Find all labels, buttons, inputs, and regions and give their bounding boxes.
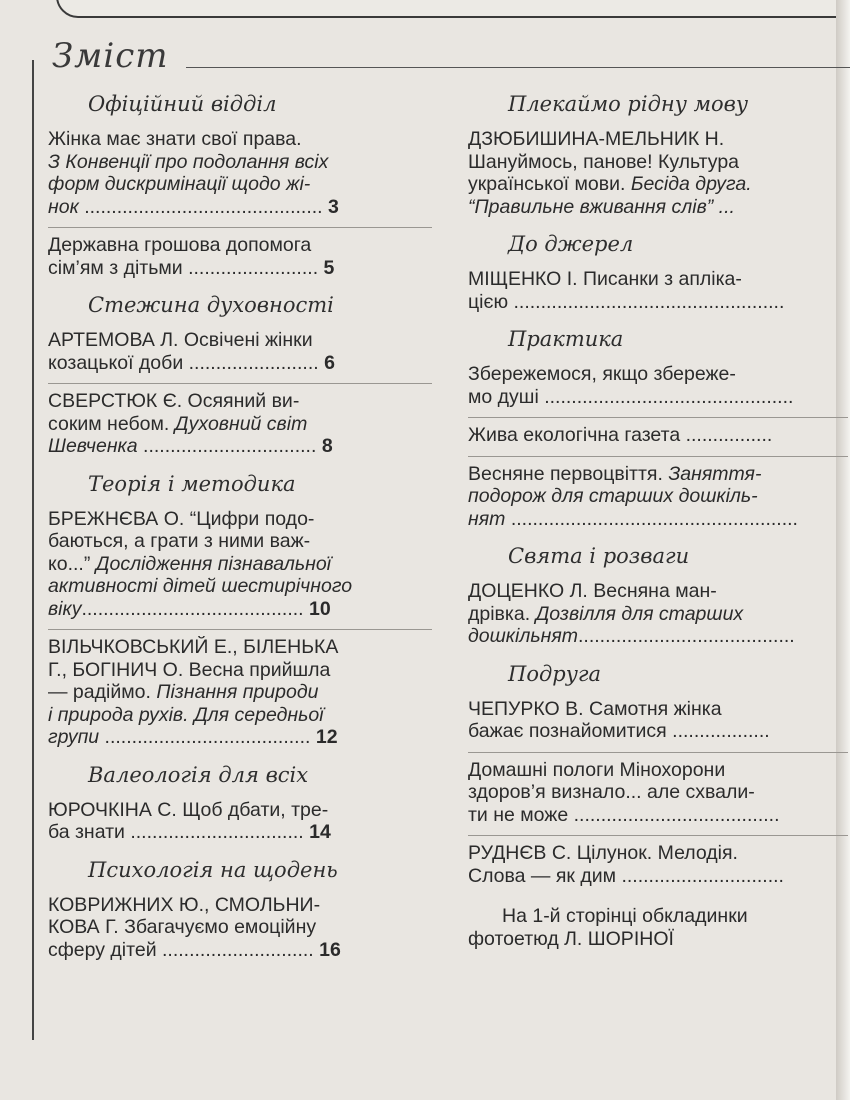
entry-text: АРТЕМОВА Л. Освічені жінки: [48, 329, 313, 351]
entry-line: [468, 508, 848, 531]
entry-text: ко...”: [48, 552, 96, 575]
page-number: 16: [319, 938, 341, 961]
entry-line: [468, 463, 848, 486]
toc-entry[interactable]: [468, 128, 848, 218]
page-number: 3: [328, 195, 339, 218]
entry-text: баються, а грати з ними важ-: [48, 530, 311, 552]
title-rule: [186, 67, 850, 68]
entry-text: ДОЦЕНКО Л. Весняна ман-: [468, 580, 717, 602]
entry-text: і природа рухів. Для середньої: [48, 703, 324, 726]
entry-text: форм дискримінації щодо жі-: [48, 173, 311, 195]
entry-line: [468, 842, 848, 865]
entry-line: [48, 939, 432, 962]
entry-text: .....................................................: [505, 507, 798, 530]
entry-text: ВІЛЬЧКОВСЬКИЙ Е., БІЛЕНЬКА: [48, 636, 339, 658]
section-heading: Подруга: [508, 661, 602, 686]
toc-section: [48, 293, 432, 458]
entry-line: [48, 894, 432, 917]
entry-text: Шевченка: [48, 435, 138, 457]
entry-text: ЧЕПУРКО В. Самотня жінка: [468, 697, 722, 720]
page-number: 6: [324, 351, 335, 374]
entry-text: подорож для старших дошкіль-: [468, 485, 758, 507]
entry-line: [48, 659, 432, 682]
toc-section: [48, 858, 432, 962]
entry-line: [468, 698, 848, 721]
entry-line: [468, 363, 848, 386]
entry-line: [48, 329, 432, 352]
entry-text: Слова — як дим ..............................: [468, 864, 784, 887]
entry-line: [468, 625, 848, 648]
entry-line: [48, 799, 432, 822]
entry-line: [48, 821, 432, 844]
entry-line: [48, 553, 432, 576]
entry-text: ......................................: [99, 726, 316, 748]
toc-entry[interactable]: [48, 799, 432, 844]
entry-text: Жінка має знати свої права.: [48, 128, 302, 150]
entry-line: [48, 636, 432, 659]
section-heading: Плекаймо рідну мову: [508, 92, 749, 116]
entry-line: [48, 598, 432, 621]
entry-text: сферу дітей ............................: [48, 938, 320, 961]
entry-line: [48, 390, 432, 413]
entry-text: групи: [48, 726, 100, 748]
entry-text: ба знати ................................: [48, 821, 310, 843]
entry-text: Дослідження пізнавальної: [95, 552, 331, 575]
entry-line: [468, 386, 848, 409]
entry-line: [48, 196, 432, 219]
entry-separator: [468, 456, 848, 457]
entry-line: [468, 804, 848, 827]
entry-text: дошкільнят: [468, 625, 578, 647]
entry-text: СВЕРСТЮК Є. Осяяний ви-: [48, 390, 300, 412]
entry-text: БРЕЖНЄВА О. “Цифри подо-: [48, 507, 315, 530]
toc-section: [468, 327, 848, 530]
entry-line: [468, 485, 848, 508]
toc-entry[interactable]: [468, 698, 848, 743]
entry-line: [468, 128, 848, 151]
entry-text: бажає познайомитися ..................: [468, 720, 770, 742]
entry-text: .........................................: [81, 597, 310, 620]
entry-text: Духовний світ: [174, 412, 308, 435]
entry-text: З Конвенції про подолання всіх: [48, 150, 329, 173]
entry-text: Жива екологічна газета ................: [468, 424, 773, 446]
entry-line: [468, 151, 848, 174]
entry-text: активності дітей шестирічного: [48, 575, 353, 597]
entry-text: РУДНЄВ С. Цілунок. Мелодія.: [468, 842, 738, 864]
cover-note-line: фотоетюд Л. ШОРІНОЇ: [468, 928, 674, 950]
entry-line: [468, 759, 848, 782]
section-heading: Офіційний відділ: [88, 92, 277, 116]
entry-line: [468, 173, 848, 196]
entry-line: [468, 268, 848, 291]
entry-text: української мови.: [468, 173, 631, 195]
entry-line: [48, 575, 432, 598]
toc-section: [468, 544, 848, 648]
toc-entry[interactable]: [468, 463, 848, 531]
entry-line: [48, 726, 432, 749]
toc-entry[interactable]: [48, 894, 432, 962]
toc-entry[interactable]: [48, 234, 432, 279]
entry-line: [468, 196, 848, 219]
section-heading: Теорія і методика: [88, 471, 296, 496]
entry-text: ........................................: [578, 625, 795, 647]
entry-line: [48, 151, 432, 174]
page-number: 5: [323, 256, 335, 279]
entry-text: козацької доби ........................: [48, 351, 325, 374]
toc-entry[interactable]: [468, 268, 848, 313]
entry-separator: [48, 629, 432, 630]
entry-text: Г., БОГІНИЧ О. Весна прийшла: [48, 658, 331, 681]
entry-text: Державна грошова допомога: [48, 234, 312, 256]
entry-text: КОВРИЖНИХ Ю., СМОЛЬНИ-: [48, 893, 321, 916]
entry-line: [48, 681, 432, 704]
entry-separator: [48, 383, 432, 384]
section-heading: Практика: [508, 327, 624, 351]
section-heading: Валеологія для всіх: [88, 762, 309, 787]
entry-text: Шануймось, панове! Культура: [468, 150, 740, 173]
entry-text: МІЩЕНКО І. Писанки з апліка-: [468, 268, 742, 290]
entry-text: соким небом.: [48, 412, 175, 435]
entry-line: [48, 413, 432, 436]
entry-line: [48, 234, 432, 257]
toc-entry[interactable]: [48, 329, 432, 374]
toc-section: [48, 763, 432, 844]
entry-line: [468, 603, 848, 626]
toc-entry[interactable]: [48, 636, 432, 749]
entry-separator: [468, 835, 848, 836]
entry-line: [48, 704, 432, 727]
entry-line: [48, 508, 432, 531]
entry-text: ЮРОЧКІНА С. Щоб дбати, тре-: [48, 798, 329, 821]
toc-section: [48, 472, 432, 749]
entry-text: Дозвілля для старших: [535, 602, 744, 625]
entry-line: [48, 352, 432, 375]
left-margin-rule: [32, 60, 34, 1040]
entry-text: віку: [48, 597, 82, 620]
toc-entry[interactable]: [468, 759, 848, 827]
toc-entry[interactable]: [48, 128, 432, 218]
entry-text: Пізнання природи: [156, 681, 319, 703]
entry-text: нок: [48, 195, 79, 218]
entry-line: [48, 257, 432, 280]
toc-section: [468, 662, 848, 888]
entry-text: Бесіда друга.: [630, 173, 752, 195]
toc-entry[interactable]: [48, 508, 432, 621]
entry-text: Заняття-: [668, 462, 762, 485]
cover-note: [468, 905, 848, 951]
entry-line: [48, 173, 432, 196]
toc-entry[interactable]: [48, 390, 432, 458]
toc-left-column: [48, 92, 432, 975]
toc-right-column: [468, 92, 848, 951]
page-number: 10: [309, 597, 331, 620]
toc-section: [468, 232, 848, 313]
entry-separator: [468, 752, 848, 753]
entry-text: мо душі ..............................................: [468, 385, 794, 408]
entry-text: дрівка.: [468, 602, 536, 625]
entry-text: здоров’я визнало... але схвали-: [468, 781, 755, 803]
entry-text: ДЗЮБИШИНА-МЕЛЬНИК Н.: [468, 128, 725, 150]
entry-text: ............................................: [78, 195, 329, 218]
cover-note-line: На 1-й сторінці обкладинки: [502, 905, 748, 927]
entry-line: [468, 291, 848, 314]
section-heading: Свята і розваги: [508, 544, 690, 568]
toc-entry[interactable]: [468, 580, 848, 648]
entry-separator: [468, 417, 848, 418]
entry-line: [48, 435, 432, 458]
toc-entry[interactable]: [468, 842, 848, 887]
entry-line: [468, 580, 848, 603]
section-heading: Психологія на щодень: [88, 857, 338, 882]
entry-text: Весняне первоцвіття.: [468, 462, 669, 485]
toc-entry[interactable]: [468, 363, 848, 408]
entry-text: нят: [468, 507, 506, 530]
entry-text: КОВА Г. Збагачуємо емоційну: [48, 916, 317, 938]
entry-text: ................................: [137, 435, 322, 457]
top-frame: [56, 0, 850, 18]
entry-line: [48, 530, 432, 553]
entry-text: “Правильне вживання слів” ...: [468, 195, 735, 218]
entry-text: ти не може ......................................: [468, 803, 780, 826]
entry-line: [468, 865, 848, 888]
page-number: 12: [315, 726, 338, 748]
toc-entry[interactable]: [468, 424, 848, 447]
entry-line: [468, 720, 848, 743]
entry-line: [468, 424, 848, 447]
entry-line: [468, 781, 848, 804]
entry-line: [48, 916, 432, 939]
section-heading: До джерел: [508, 232, 634, 256]
entry-text: сім’ям з дітьми ........................: [48, 256, 324, 279]
toc-section: [468, 92, 848, 218]
toc-section: [48, 92, 432, 279]
entry-text: Домашні пологи Мінохорони: [468, 758, 726, 781]
entry-separator: [48, 227, 432, 228]
page-title: Зміст: [52, 36, 169, 76]
entry-text: Збережемося, якщо збереже-: [468, 363, 736, 385]
page-number: 14: [309, 821, 331, 843]
entry-text: цією ..................................................: [468, 290, 785, 313]
entry-text: — радіймо.: [48, 681, 157, 703]
page-number: 8: [321, 435, 333, 457]
section-heading: Стежина духовності: [88, 293, 334, 317]
entry-line: [48, 128, 432, 151]
